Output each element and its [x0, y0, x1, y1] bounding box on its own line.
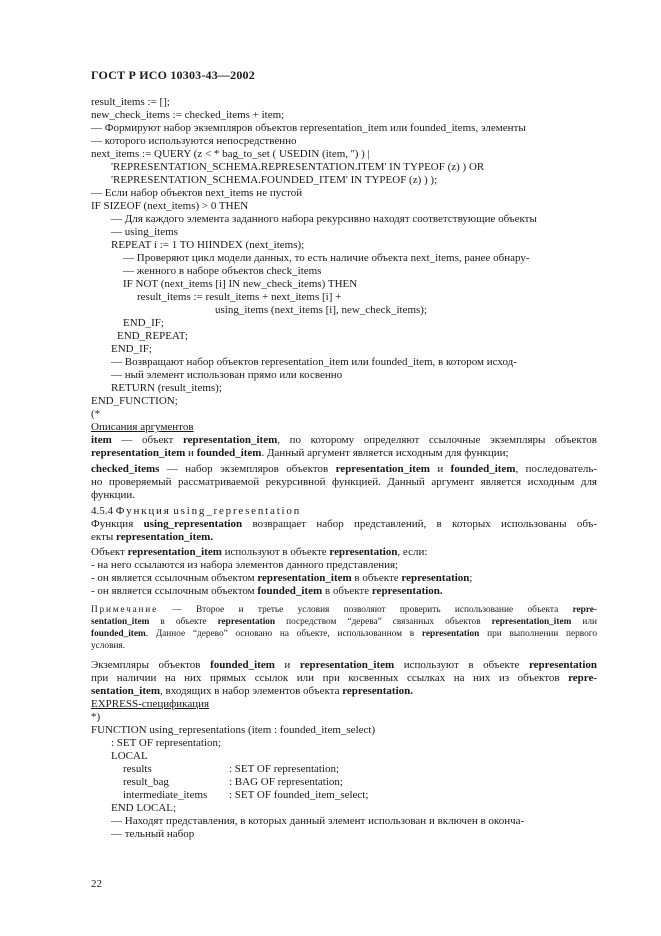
code-comment: — женного в наборе объектов check_items	[123, 265, 322, 277]
arg-item-line1: item — объект representation_item, по которому определяют ссылочные экземпляры объектов	[91, 434, 597, 446]
code-comment: — Находят представления, в которых данный элемент использован и включен в оконча-	[111, 815, 525, 827]
code-line: LOCAL	[111, 750, 148, 762]
code-var-name: result_bag	[123, 776, 169, 788]
code-comment: — ный элемент использован прямо или косвенно	[111, 369, 343, 381]
code-line: new_check_items := checked_items + item;	[91, 109, 285, 121]
code-line: IF NOT (next_items [i] IN new_check_items) THEN	[123, 278, 358, 290]
code-comment: — Если набор объектов next_items не пустой	[91, 187, 303, 199]
code-line: 'REPRESENTATION_SCHEMA.FOUNDED_ITEM' IN TYPEOF (z) ) );	[111, 174, 438, 186]
code-line: END_IF;	[111, 343, 152, 355]
page-number: 22	[91, 878, 102, 890]
code-comment: — Для каждого элемента заданного набора рекурсивно находят соответствующие объекты	[111, 213, 537, 225]
code-line: REPEAT i := 1 TO HIINDEX (next_items);	[111, 239, 305, 251]
code-line: : SET OF representation;	[111, 737, 222, 749]
code-var-type: : SET OF founded_item_select;	[229, 789, 369, 801]
code-var-name: intermediate_items	[123, 789, 208, 801]
standard-header: ГОСТ Р ИСО 10303-43—2002	[91, 68, 255, 82]
object-used-line: Объект representation_item используют в объекте representation, если:	[91, 546, 428, 558]
code-var-type: : SET OF representation;	[229, 763, 340, 775]
func-desc-line2: екты representation_item.	[91, 531, 214, 543]
section-heading: 4.5.4 Функция using_representation	[91, 505, 302, 517]
code-var-type: : BAG OF representation;	[229, 776, 343, 788]
bullet-item: - он является ссылочным объектом representation_item в объекте representation;	[91, 572, 473, 584]
code-line: using_items (next_items [i], new_check_items);	[215, 304, 428, 316]
code-comment: — тельный набор	[111, 828, 195, 840]
arg-item-line2: representation_item и founded_item. Данный аргумент является исходным для функции;	[91, 447, 509, 459]
code-comment: — using_items	[111, 226, 178, 238]
code-line: 'REPRESENTATION_SCHEMA.REPRESENTATION.ITEM' IN TYPEOF (z) ) OR	[111, 161, 485, 173]
code-comment: — Формируют набор экземпляров объектов representation_item или founded_items, элементы	[91, 122, 526, 134]
func-desc-line1: Функция using_representation возвращает набор представлений, в которых использованы объ-	[91, 518, 597, 530]
note-line2: sentation_item в объекте representation посредством “дерева” связанных объектов representation_item или	[91, 617, 598, 627]
arg-checked-line2: но проверяемый рассматриваемой рекурсивной функцией. Данный аргумент является исходным для	[91, 476, 597, 488]
code-var-name: results	[123, 763, 152, 775]
code-line: (*	[91, 408, 101, 420]
instances-line3: sentation_item, входящих в набор элементов объекта representation.	[91, 685, 414, 697]
express-heading: EXPRESS-спецификация	[91, 698, 210, 710]
note-line3: founded_item. Данное “дерево” основано на объекте, использованном в representation при выполнении первого	[91, 629, 597, 639]
bullet-item: - он является ссылочным объектом founded_item в объекте representation.	[91, 585, 443, 597]
code-line: result_items := [];	[91, 96, 170, 108]
instances-line1: Экземпляры объектов founded_item и representation_item используют в объекте representation	[91, 659, 597, 671]
code-line: next_items := QUERY (z < * bag_to_set ( USEDIN (item, '') ) |	[91, 148, 370, 160]
arg-checked-line3: функции.	[91, 489, 135, 501]
code-comment: — которого используются непосредственно	[91, 135, 297, 147]
arg-checked-line1: checked_items — набор экземпляров объектов representation_item и founded_item, последователь-	[91, 463, 597, 475]
note-line4: условия.	[91, 641, 126, 651]
code-line: END_IF;	[123, 317, 164, 329]
code-line: FUNCTION using_representations (item : founded_item_select)	[91, 724, 376, 736]
note-line1: Примечание — Второе и третье условия позволяют проверить использование объекта repre-	[91, 605, 597, 615]
instances-line2: при наличии на них прямых ссылок или при косвенных ссылках на них из объектов repre-	[91, 672, 597, 684]
code-line: END_REPEAT;	[117, 330, 188, 342]
code-line: RETURN (result_items);	[111, 382, 222, 394]
code-comment: — Проверяют цикл модели данных, то есть наличие объекта next_items, ранее обнару-	[123, 252, 530, 264]
code-line: END_FUNCTION;	[91, 395, 178, 407]
code-comment: — Возвращают набор объектов representation_item или founded_item, в котором исход-	[111, 356, 517, 368]
bullet-item: - на него ссылаются из набора элементов данного представления;	[91, 559, 399, 571]
args-heading: Описания аргументов	[91, 421, 194, 433]
code-line: IF SIZEOF (next_items) > 0 THEN	[91, 200, 249, 212]
code-line: *)	[91, 711, 101, 723]
code-line: END LOCAL;	[111, 802, 177, 814]
code-line: result_items := result_items + next_items [i] +	[137, 291, 342, 303]
